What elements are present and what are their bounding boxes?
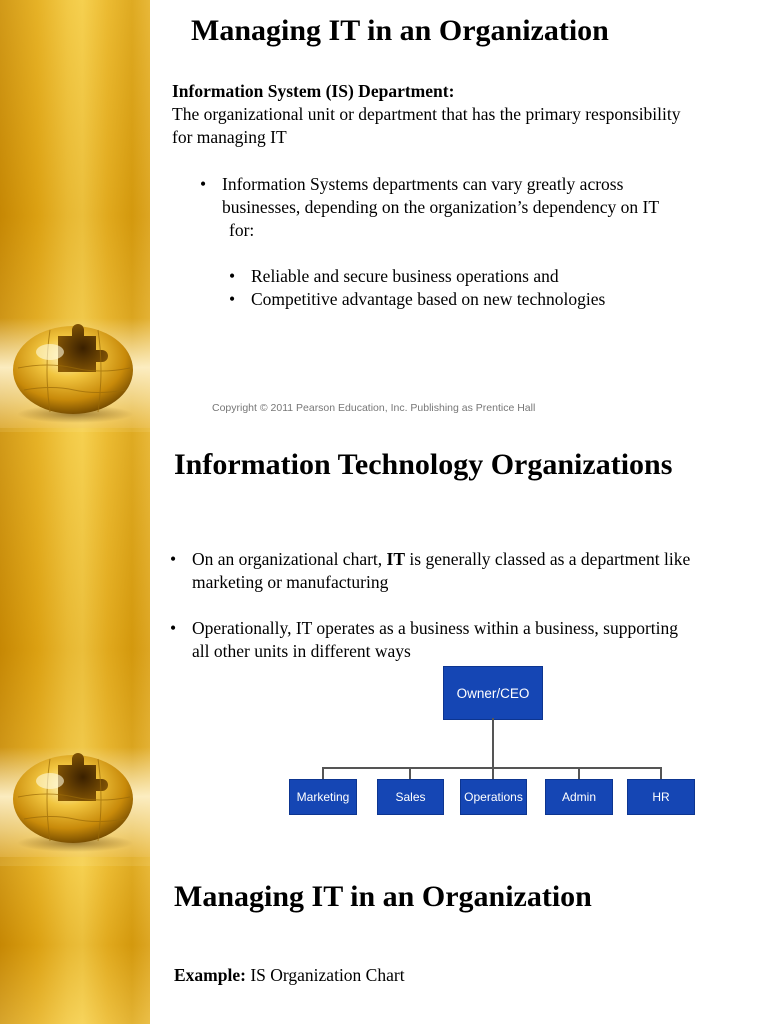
slide-title: Information Technology Organizations <box>174 448 673 481</box>
copyright-notice: Copyright © 2011 Pearson Education, Inc. Publishing as Prentice Hall <box>212 402 536 414</box>
slide-2 <box>0 432 768 866</box>
definition-line: for managing IT <box>172 127 287 147</box>
slide-title: Managing IT in an Organization <box>191 14 609 47</box>
org-node-operations: Operations <box>460 779 527 815</box>
org-node-admin: Admin <box>545 779 613 815</box>
org-node-marketing: Marketing <box>289 779 357 815</box>
bullet-item: • Information Systems departments can vary greatly across businesses, depending on the organization’s dependency on IT for: <box>222 173 752 242</box>
bullet-item: • On an organizational chart, IT is generally classed as a department like marketing or manufacturing <box>192 548 752 594</box>
org-node-sales: Sales <box>377 779 444 815</box>
slide-title: Managing IT in an Organization <box>174 880 592 913</box>
gold-side-strip <box>0 866 150 1024</box>
term-label: Information System (IS) Department: <box>172 81 455 101</box>
definition-line: The organizational unit or department that has the primary responsibility <box>172 104 681 124</box>
org-node-ceo: Owner/CEO <box>443 666 543 720</box>
slide-3 <box>0 866 768 1024</box>
slide-1 <box>0 0 768 432</box>
puzzle-globe-icon <box>10 318 140 428</box>
sub-bullet-item: • Competitive advantage based on new technologies <box>251 288 751 311</box>
example-caption: Example: IS Organization Chart <box>174 965 405 985</box>
puzzle-globe-icon <box>10 747 140 857</box>
sub-bullet-item: • Reliable and secure business operations and <box>251 265 751 288</box>
org-node-hr: HR <box>627 779 695 815</box>
definition-block <box>172 80 752 149</box>
bullet-item: • Operationally, IT operates as a business within a business, supporting all other units in different ways <box>192 617 752 663</box>
